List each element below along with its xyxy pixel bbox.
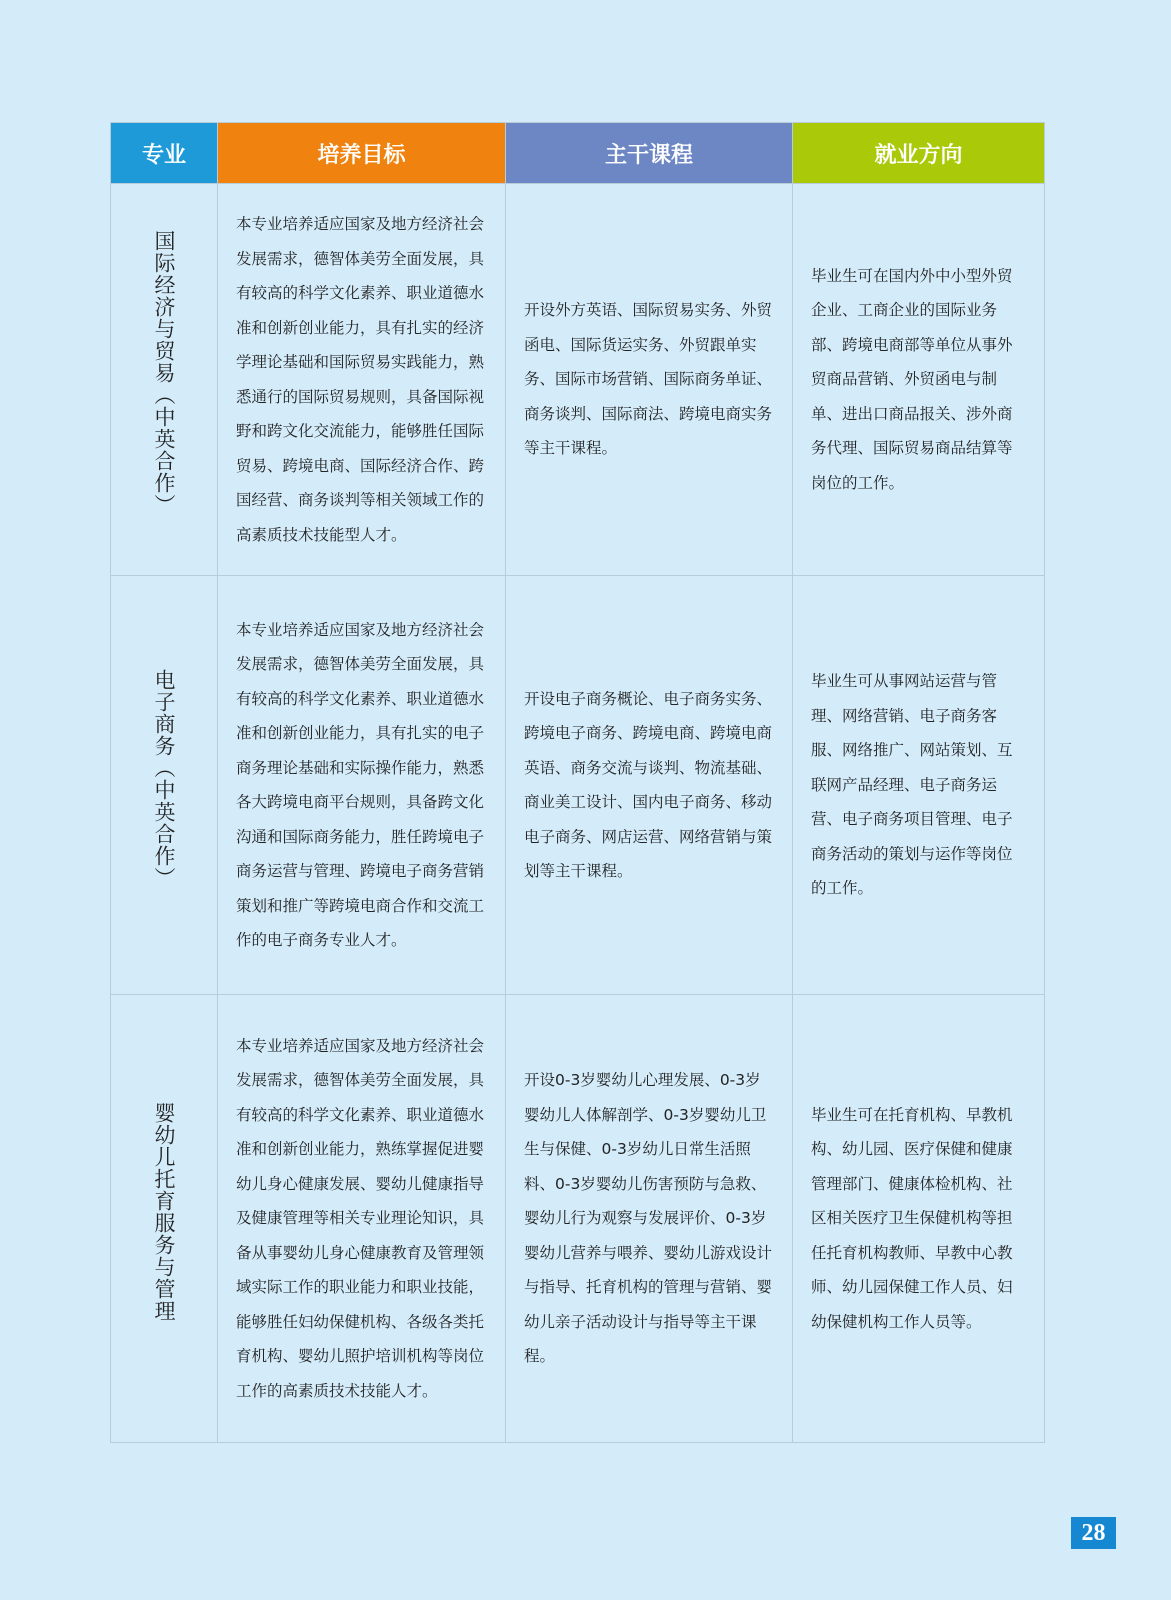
table-row bbox=[111, 184, 1045, 576]
header-main-courses: 主干课程 bbox=[506, 123, 793, 184]
courses-cell: 开设外方英语、国际贸易实务、外贸函电、国际货运实务、外贸跟单实务、国际市场营销、国际商务单证、商务谈判、国际商法、跨境电商实务等主干课程。 bbox=[506, 184, 793, 576]
courses-cell: 开设0-3岁婴幼儿心理发展、0-3岁婴幼儿人体解剖学、0-3岁婴幼儿卫生与保健、0-3岁幼儿日常生活照料、0-3岁婴幼儿伤害预防与急救、婴幼儿行为观察与发展评价、0-3岁婴幼儿营养与喂养、婴幼儿游戏设计与指导、托育机构的管理与营销、婴幼儿亲子活动设计与指导等主干课程。 bbox=[506, 995, 793, 1443]
career-cell: 毕业生可在国内外中小型外贸企业、工商企业的国际业务部、跨境电商部等单位从事外贸商品营销、外贸函电与制单、进出口商品报关、涉外商务代理、国际贸易商品结算等岗位的工作。 bbox=[793, 184, 1045, 576]
major-name: 国际经济与贸易（中英合作） bbox=[152, 230, 176, 517]
goal-cell: 本专业培养适应国家及地方经济社会发展需求，德智体美劳全面发展，具有较高的科学文化素养、职业道德水准和创新创业能力，具有扎实的电子商务理论基础和实际操作能力，熟悉各大跨境电商平台规则，具备跨文化沟通和国际商务能力，胜任跨境电子商务运营与管理、跨境电子商务营销策划和推广等跨境电商合作和交流工作的电子商务专业人才。 bbox=[218, 576, 506, 995]
majors-table bbox=[110, 122, 1045, 1443]
header-career-direction: 就业方向 bbox=[793, 123, 1045, 184]
page-number: 28 bbox=[1071, 1517, 1116, 1549]
major-cell bbox=[111, 995, 218, 1443]
table-header-row bbox=[111, 123, 1045, 184]
career-cell: 毕业生可从事网站运营与管理、网络营销、电子商务客服、网络推广、网站策划、互联网产品经理、电子商务运营、电子商务项目管理、电子商务活动的策划与运作等岗位的工作。 bbox=[793, 576, 1045, 995]
table-row bbox=[111, 995, 1045, 1443]
major-name: 电子商务（中英合作） bbox=[152, 668, 176, 889]
major-cell bbox=[111, 184, 218, 576]
header-training-goal: 培养目标 bbox=[218, 123, 506, 184]
goal-cell: 本专业培养适应国家及地方经济社会发展需求，德智体美劳全面发展，具有较高的科学文化素养、职业道德水准和创新创业能力，具有扎实的经济学理论基础和国际贸易实践能力，熟悉通行的国际贸易规则，具备国际视野和跨文化交流能力，能够胜任国际贸易、跨境电商、国际经济合作、跨国经营、商务谈判等相关领域工作的高素质技术技能型人才。 bbox=[218, 184, 506, 576]
courses-cell: 开设电子商务概论、电子商务实务、跨境电子商务、跨境电商、跨境电商英语、商务交流与谈判、物流基础、商业美工设计、国内电子商务、移动电子商务、网店运营、网络营销与策划等主干课程。 bbox=[506, 576, 793, 995]
career-cell: 毕业生可在托育机构、早教机构、幼儿园、医疗保健和健康管理部门、健康体检机构、社区相关医疗卫生保健机构等担任托育机构教师、早教中心教师、幼儿园保健工作人员、妇幼保健机构工作人员等。 bbox=[793, 995, 1045, 1443]
major-name: 婴幼儿托育服务与管理 bbox=[152, 1102, 176, 1323]
goal-cell: 本专业培养适应国家及地方经济社会发展需求，德智体美劳全面发展，具有较高的科学文化素养、职业道德水准和创新创业能力，熟练掌握促进婴幼儿身心健康发展、婴幼儿健康指导及健康管理等相关专业理论知识，具备从事婴幼儿身心健康教育及管理领域实际工作的职业能力和职业技能，能够胜任妇幼保健机构、各级各类托育机构、婴幼儿照护培训机构等岗位工作的高素质技术技能人才。 bbox=[218, 995, 506, 1443]
major-cell bbox=[111, 576, 218, 995]
header-major: 专业 bbox=[111, 123, 218, 184]
table-row bbox=[111, 576, 1045, 995]
